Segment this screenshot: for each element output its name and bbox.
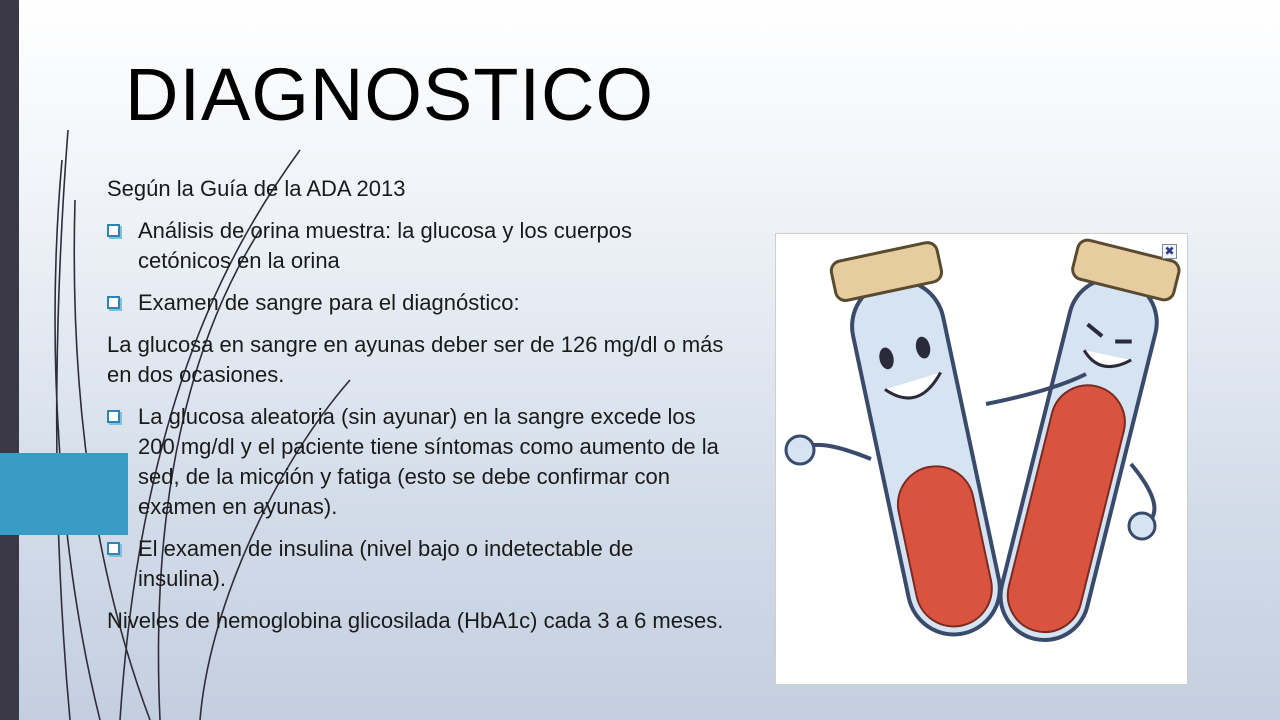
bullet-blood-test [107, 288, 727, 318]
bullet-insulin-test [107, 534, 727, 594]
test-tubes-cartoon-icon [776, 234, 1188, 685]
checkbox-bullet-icon [107, 410, 120, 423]
test-tubes-image [775, 233, 1188, 685]
intro-text: Según la Guía de la ADA 2013 [107, 176, 406, 201]
bullet-text: El examen de insulina (nivel bajo o indetectable de insulina). [138, 536, 634, 591]
close-icon[interactable]: ✖ [1162, 244, 1177, 259]
slide-body [107, 174, 727, 648]
checkbox-bullet-icon [107, 224, 120, 237]
page-title: DIAGNOSTICO [125, 53, 655, 136]
bullet-text: Análisis de orina muestra: la glucosa y los cuerpos cetónicos en la orina [138, 218, 633, 273]
bullet-urine-test [107, 216, 727, 276]
checkbox-bullet-icon [107, 296, 120, 309]
bullet-random-glucose [107, 402, 727, 522]
bullet-text: Examen de sangre para el diagnóstico: [138, 290, 520, 315]
fasting-glucose-text: La glucosa en sangre en ayunas deber ser de 126 mg/dl o más en dos ocasiones. [107, 332, 724, 387]
bullet-text: La glucosa aleatoria (sin ayunar) en la sangre excede los 200 mg/dl y el paciente tiene síntomas como aumento de la sed, de la micción y fatiga (esto se debe confirmar con examen en ayunas). [138, 404, 719, 519]
hba1c-text: Niveles de hemoglobina glicosilada (HbA1c) cada 3 a 6 meses. [107, 608, 724, 633]
checkbox-bullet-icon [107, 542, 120, 555]
